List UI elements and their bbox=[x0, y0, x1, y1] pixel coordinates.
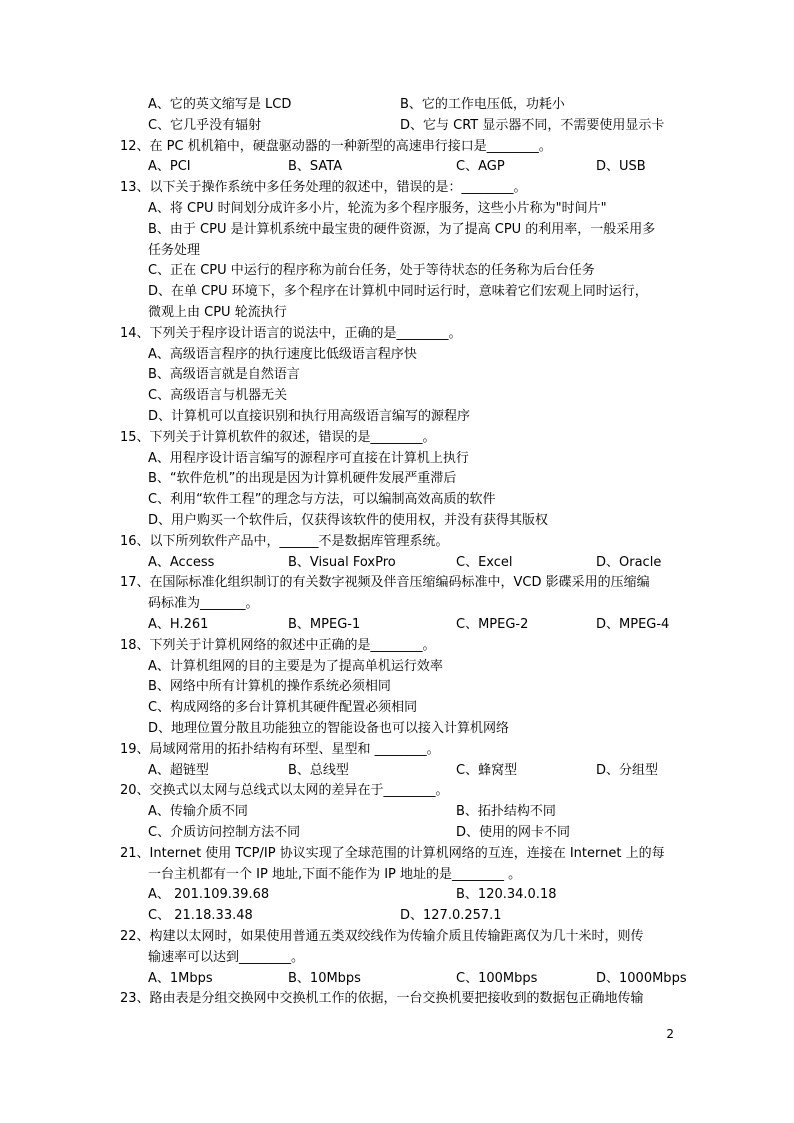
option-text: C、高级语言与机器无关 bbox=[148, 388, 288, 403]
option-text: D、127.0.257.1 bbox=[400, 908, 502, 923]
option-text: D、1000Mbps bbox=[596, 971, 687, 986]
option-text: B、10Mbps bbox=[288, 971, 361, 986]
option-text: B、SATA bbox=[288, 159, 343, 174]
question-line-continued: 一台主机都有一个 IP 地址,下面不能作为 IP 地址的是________ 。 bbox=[148, 867, 522, 882]
option-text: 任务处理 bbox=[148, 243, 201, 258]
option-text: D、MPEG-4 bbox=[596, 617, 670, 632]
option-text: C、正在 CPU 中运行的程序称为前台任务，处于等待状态的任务称为后台任务 bbox=[148, 263, 595, 278]
option-text: C、 21.18.33.48 bbox=[148, 908, 253, 923]
option-text: B、总线型 bbox=[288, 763, 349, 778]
option-text: B、高级语言就是自然语言 bbox=[148, 367, 300, 382]
option-text: B、网络中所有计算机的操作系统必须相同 bbox=[148, 679, 391, 694]
option-text: D、地理位置分散且功能独立的智能设备也可以接入计算机网络 bbox=[148, 721, 510, 736]
option-text: C、100Mbps bbox=[456, 971, 538, 986]
option-text: D、它与 CRT 显示器不同，不需要使用显示卡 bbox=[400, 118, 665, 133]
option-text: B、它的工作电压低，功耗小 bbox=[400, 97, 565, 112]
question-line: 21、Internet 使用 TCP/IP 协议实现了全球范围的计算机网络的互连，连接在 Internet 上的每 bbox=[120, 846, 665, 861]
option-text: A、1Mbps bbox=[148, 971, 213, 986]
option-text: D、Oracle bbox=[596, 555, 662, 570]
option-text: A、H.261 bbox=[148, 617, 209, 632]
question-line: 17、在国际标准化组织制订的有关数字视频及伴音压缩编码标准中，VCD 影碟采用的压缩编 bbox=[120, 575, 650, 590]
option-text: D、使用的网卡不同 bbox=[456, 825, 571, 840]
option-text: D、用户购买一个软件后，仅获得该软件的使用权，并没有获得其版权 bbox=[148, 513, 549, 528]
option-text: C、利用“软件工程”的理念与方法，可以编制高效高质的软件 bbox=[148, 492, 496, 507]
option-text: A、超链型 bbox=[148, 763, 209, 778]
option-text: B、由于 CPU 是计算机系统中最宝贵的硬件资源，为了提高 CPU 的利用率，一般采用多 bbox=[148, 222, 656, 237]
question-line: 20、交换式以太网与总线式以太网的差异在于________。 bbox=[120, 783, 449, 798]
option-text: A、将 CPU 时间划分成许多小片，轮流为多个程序服务，这些小片称为"时间片" bbox=[148, 201, 607, 216]
option-text: A、计算机组网的目的主要是为了提高单机运行效率 bbox=[148, 659, 443, 674]
option-text: C、它几乎没有辐射 bbox=[148, 118, 262, 133]
question-line-continued: 码标准为_______。 bbox=[148, 596, 259, 611]
option-text: C、AGP bbox=[456, 159, 505, 174]
option-text: A、高级语言程序的执行速度比低级语言程序快 bbox=[148, 347, 417, 362]
option-text: C、MPEG-2 bbox=[456, 617, 529, 632]
question-line: 16、以下所列软件产品中，______不是数据库管理系统。 bbox=[120, 534, 449, 549]
question-line: 19、局域网常用的拓扑结构有环型、星型和 ________。 bbox=[120, 742, 440, 757]
option-text: D、分组型 bbox=[596, 763, 659, 778]
option-text: B、MPEG-1 bbox=[288, 617, 361, 632]
option-text: C、蜂窝型 bbox=[456, 763, 518, 778]
option-text: A、它的英文缩写是 LCD bbox=[148, 97, 292, 112]
option-text: D、在单 CPU 环境下，多个程序在计算机中同时运行时，意味着它们宏观上同时运行， bbox=[148, 284, 648, 299]
question-line: 12、在 PC 机机箱中，硬盘驱动器的一种新型的高速串行接口是________。 bbox=[120, 139, 552, 154]
option-text: C、构成网络的多台计算机其硬件配置必须相同 bbox=[148, 700, 418, 715]
question-line: 13、以下关于操作系统中多任务处理的叙述中，错误的是：________。 bbox=[120, 180, 527, 195]
option-text: A、Access bbox=[148, 555, 215, 570]
option-text: A、 201.109.39.68 bbox=[148, 887, 270, 902]
option-text: C、介质访问控制方法不同 bbox=[148, 825, 301, 840]
option-text: D、USB bbox=[596, 159, 646, 174]
page-number: 2 bbox=[666, 1027, 674, 1041]
option-text: B、Visual FoxPro bbox=[288, 555, 396, 570]
option-text: A、用程序设计语言编写的源程序可直接在计算机上执行 bbox=[148, 451, 469, 466]
option-text: B、“软件危机”的出现是因为计算机硬件发展严重滞后 bbox=[148, 471, 457, 486]
question-line: 15、下列关于计算机软件的叙述，错误的是________。 bbox=[120, 430, 436, 445]
option-text: D、计算机可以直接识别和执行用高级语言编写的源程序 bbox=[148, 409, 471, 424]
question-line-continued: 输速率可以达到________。 bbox=[148, 950, 305, 965]
question-line: 22、构建以太网时，如果使用普通五类双绞线作为传输介质且传输距离仅为几十米时，则传 bbox=[120, 929, 644, 944]
option-text: B、120.34.0.18 bbox=[456, 887, 557, 902]
option-text: A、PCI bbox=[148, 159, 191, 174]
option-text: 微观上由 CPU 轮流执行 bbox=[148, 305, 287, 320]
question-line: 14、下列关于程序设计语言的说法中，正确的是________。 bbox=[120, 326, 462, 341]
question-line: 23、路由表是分组交换网中交换机工作的依据，一台交换机要把接收到的数据包正确地传输 bbox=[120, 991, 644, 1006]
option-text: A、传输介质不同 bbox=[148, 804, 248, 819]
option-text: B、拓扑结构不同 bbox=[456, 804, 556, 819]
question-line: 18、下列关于计算机网络的叙述中正确的是________。 bbox=[120, 638, 436, 653]
option-text: C、Excel bbox=[456, 555, 513, 570]
